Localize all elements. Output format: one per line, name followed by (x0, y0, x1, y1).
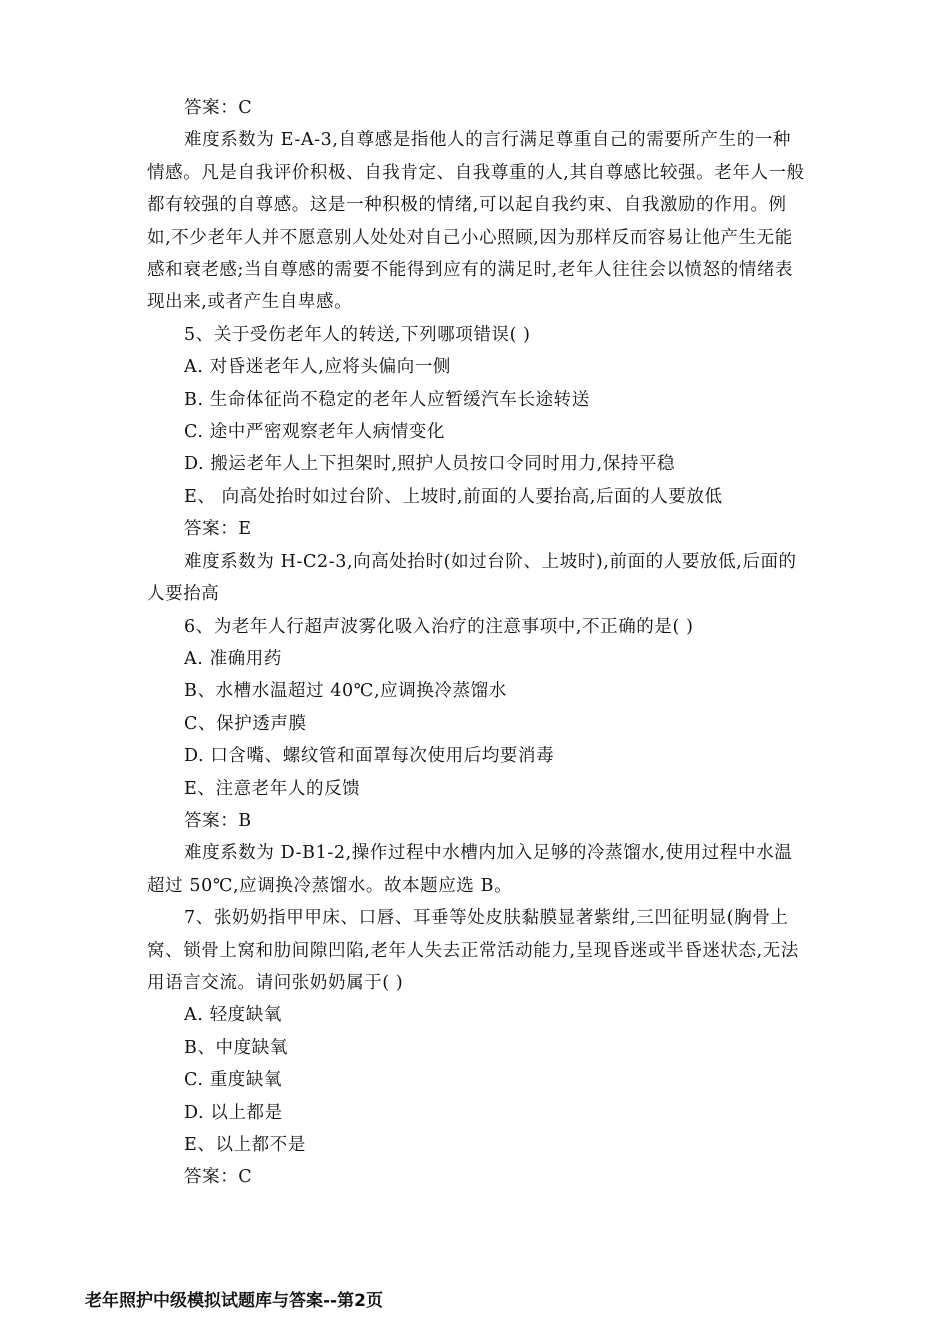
option-d: D. 搬运老年人上下担架时,照护人员按口令同时用力,保持平稳 (184, 454, 676, 475)
answer-line: 答案：E (184, 519, 252, 540)
question-6: 6、为老年人行超声波雾化吸入治疗的注意事项中,不正确的是( ) (184, 616, 694, 637)
answer-line: 答案：C (184, 1167, 253, 1188)
page-footer: 老年照护中级模拟试题库与答案--第2页 (85, 1291, 383, 1311)
document-body (147, 92, 807, 1194)
answer-line: 答案：C (184, 98, 253, 118)
option-a: A. 轻度缺氧 (184, 1005, 282, 1026)
explanation-paragraph: 难度系数为 E-A-3,自尊感是指他人的言行满足尊重自己的需要所产生的一种情感。凡是自我评价积极、自我肯定、自我尊重的人,其自尊感比较强。老年人一般都有较强的自尊感。这是一种积极的情绪,可以起自我约束、自我激励的作用。例如,不少老年人并不愿意别人处处对自己小心照顾,因为那样反而容易让他产生无能感和衰老感;当自尊感的需要不能得到应有的满足时,老年人往往会以愤怒的情绪表现出来,或者产生自卑感。 (147, 130, 805, 313)
option-b: B. 生命体征尚不稳定的老年人应暂缓汽车长途转送 (184, 389, 590, 410)
option-b: B、中度缺氧 (184, 1037, 288, 1058)
option-d: D. 以上都是 (184, 1102, 283, 1123)
option-e: E、以上都不是 (184, 1135, 306, 1155)
option-c: C. 途中严密观察老年人病情变化 (184, 422, 445, 443)
option-c: C、保护透声膜 (184, 713, 307, 734)
option-a: A. 准确用药 (184, 648, 282, 669)
question-5: 5、关于受伤老年人的转送,下列哪项错误( ) (184, 324, 531, 345)
option-b: B、水槽水温超过 40℃,应调换冷蒸馏水 (184, 681, 507, 702)
answer-line: 答案：B (184, 810, 252, 831)
explanation-paragraph: 难度系数为 D-B1-2,操作过程中水槽内加入足够的冷蒸馏水,使用过程中水温超过 50℃,应调换冷蒸馏水。故本题应选 B。 (147, 843, 793, 896)
option-a: A. 对昏迷老年人,应将头偏向一侧 (184, 357, 452, 378)
explanation-paragraph: 难度系数为 H-C2-3,向高处抬时(如过台阶、上坡时),前面的人要放低,后面的人要抬高 (147, 551, 797, 605)
option-c: C. 重度缺氧 (184, 1070, 283, 1091)
option-e: E、注意老年人的反馈 (184, 778, 361, 799)
question-7: 7、张奶奶指甲甲床、口唇、耳垂等处皮肤黏膜显著紫绀,三凹征明显(胸骨上窝、锁骨上窝和肋间隙凹陷,老年人失去正常活动能力,呈现昏迷或半昏迷状态,无法用语言交流。请问张奶奶属于( ) (147, 908, 799, 993)
option-d: D. 口含嘴、螺纹管和面罩每次使用后均要消毒 (184, 746, 555, 767)
option-e: E、 向高处抬时如过台阶、上坡时,前面的人要抬高,后面的人要放低 (184, 486, 723, 507)
